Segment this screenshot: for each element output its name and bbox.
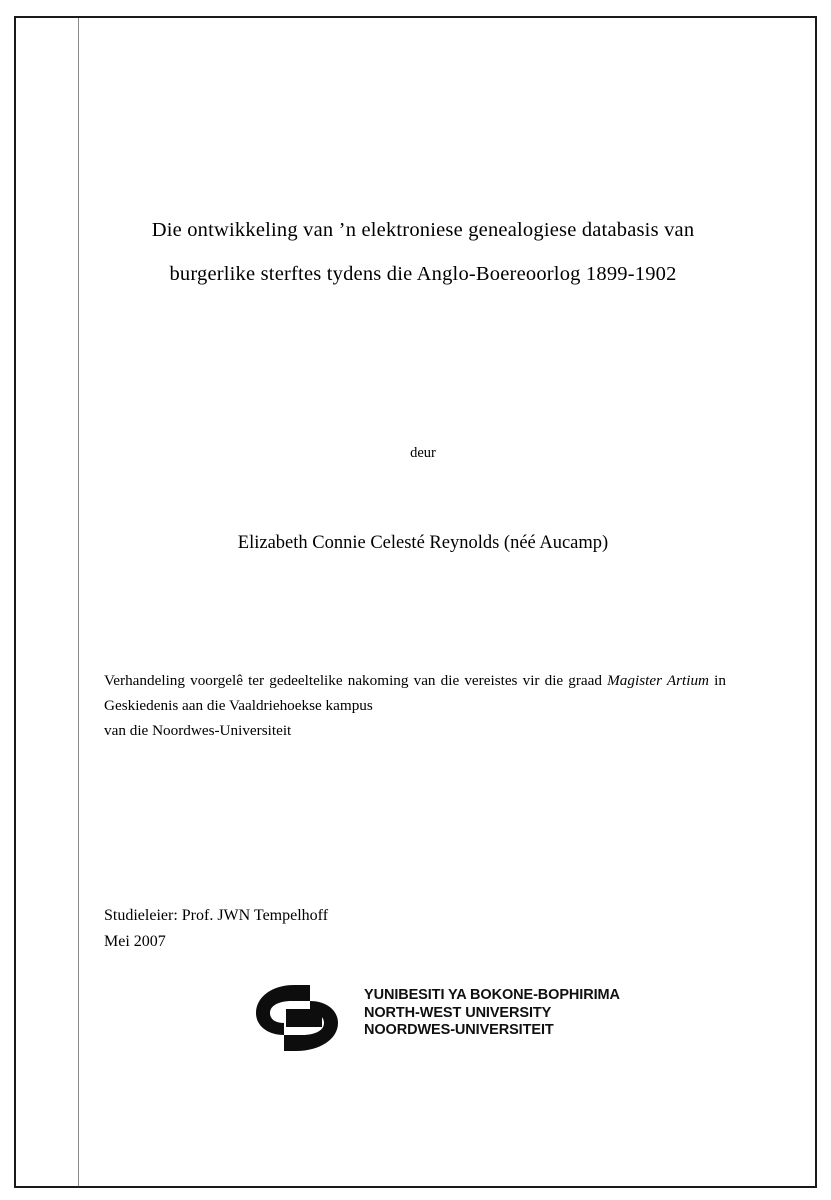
date-line: Mei 2007	[104, 933, 166, 950]
author-name: Elizabeth Connie Celesté Reynolds (néé Aucamp)	[237, 533, 609, 553]
north-west-university-logo-icon	[250, 983, 358, 1053]
title-page-content	[100, 18, 746, 1184]
by-label: deur	[410, 445, 436, 461]
title-line-2: burgerlike sterftes tydens die Anglo-Boereoorlog 1899-1902	[169, 263, 677, 285]
logo-line-3: NOORDWES-UNIVERSITEIT	[364, 1022, 554, 1038]
degree-statement-part1: Verhandeling voorgelê ter gedeeltelike nakoming van die vereistes vir die graad	[104, 672, 608, 689]
degree-statement	[104, 668, 726, 743]
supervisor-line: Studieleier: Prof. JWN Tempelhoff	[104, 907, 329, 924]
page-margin-rule	[78, 18, 79, 1188]
degree-name: Magister Artium	[607, 672, 710, 689]
logo-line-1: YUNIBESITI YA BOKONE-BOPHIRIMA	[364, 987, 620, 1003]
title-line-1: Die ontwikkeling van ’n elektroniese genealogiese databasis van	[151, 219, 695, 241]
university-logo-text	[364, 987, 620, 1040]
degree-statement-part3: van die Noordwes-Universiteit	[104, 722, 292, 739]
logo-line-2: NORTH-WEST UNIVERSITY	[364, 1004, 552, 1021]
university-logo	[250, 981, 650, 1055]
page-title	[100, 208, 746, 296]
degree-statement-part2: in Geskiedenis aan die Vaaldriehoekse kampus	[104, 672, 726, 714]
